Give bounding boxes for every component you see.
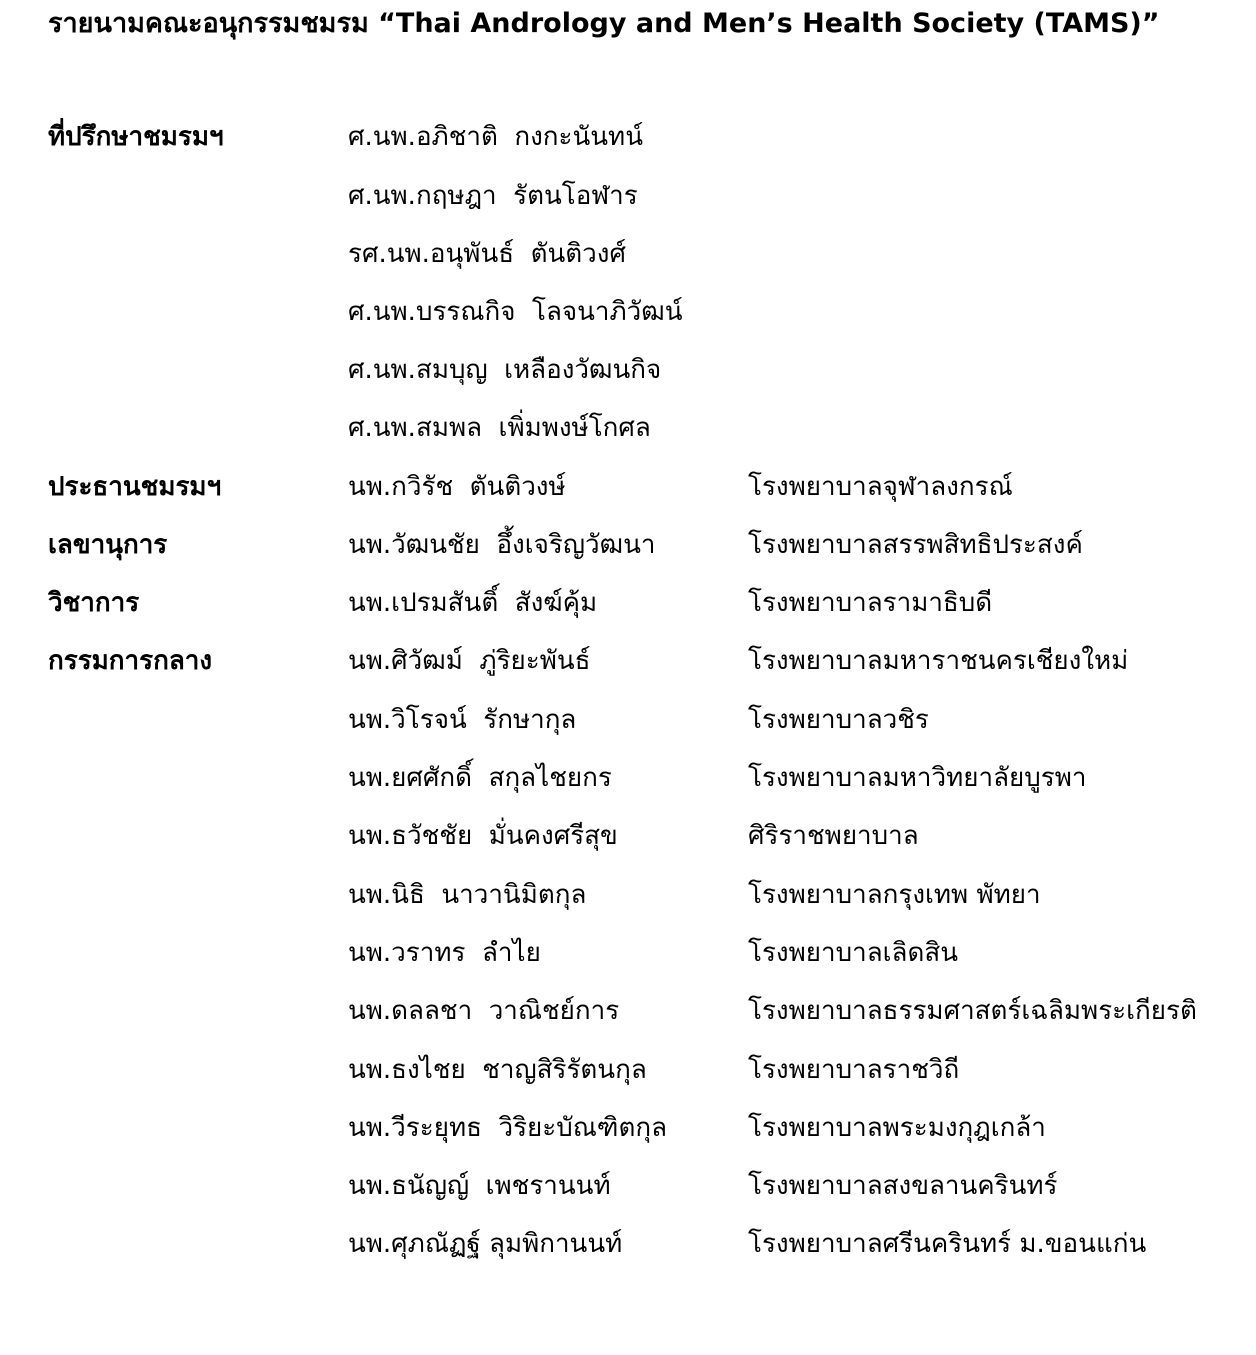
member-row	[0, 458, 1256, 516]
member-name: นพ.ยศศักดิ์ สกุลไชยกร	[348, 763, 612, 793]
member-row	[0, 516, 1256, 574]
member-name: นพ.ศิวัฒม์ ภู่ริยะพันธ์	[348, 646, 591, 676]
member-hospital: โรงพยาบาลราชวิถี	[748, 1055, 960, 1085]
member-name: นพ.วิโรจน์ รักษากุล	[348, 705, 577, 735]
member-hospital: โรงพยาบาลสงขลานครินทร์	[748, 1171, 1058, 1201]
member-name: ศ.นพ.สมพล เพิ่มพงษ์โกศล	[348, 413, 651, 443]
member-name: นพ.ธนัญญ์ เพชรานนท์	[348, 1171, 611, 1201]
member-row	[0, 866, 1256, 924]
member-row	[0, 283, 1256, 341]
section-label-president: ประธานชมรมฯ	[48, 472, 222, 502]
member-name: นพ.วีระยุทธ วิริยะบัณฑิตกุล	[348, 1113, 668, 1143]
member-name: นพ.วัฒนชัย อึ้งเจริญวัฒนา	[348, 530, 656, 560]
member-row	[0, 632, 1256, 690]
member-row	[0, 574, 1256, 632]
member-name: นพ.ดลลชา วาณิชย์การ	[348, 996, 620, 1026]
member-name: ศ.นพ.บรรณกิจ โลจนาภิวัฒน์	[348, 297, 683, 327]
member-row	[0, 807, 1256, 865]
member-row	[0, 982, 1256, 1040]
member-name: นพ.เปรมสันติ์ สังฆ์คุ้ม	[348, 588, 598, 618]
member-row	[0, 167, 1256, 225]
section-label-advisors: ที่ปรึกษาชมรมฯ	[48, 122, 224, 152]
page-title: รายนามคณะอนุกรรมชมรม “Thai Andrology and Men’s Health Society (TAMS)”	[48, 8, 1160, 39]
member-hospital: โรงพยาบาลธรรมศาสตร์เฉลิมพระเกียรติ	[748, 996, 1197, 1026]
member-hospital: โรงพยาบาลรามาธิบดี	[748, 588, 993, 618]
member-name: นพ.กวิรัช ตันติวงษ์	[348, 472, 566, 502]
member-row	[0, 399, 1256, 457]
member-row	[0, 924, 1256, 982]
member-hospital: โรงพยาบาลมหาราชนครเชียงใหม่	[748, 646, 1129, 676]
member-name: นพ.ธงไชย ชาญสิริรัตนกุล	[348, 1055, 647, 1085]
member-hospital: โรงพยาบาลวชิร	[748, 705, 929, 735]
member-name: นพ.ศุภณัฏฐ์ ลุมพิกานนท์	[348, 1229, 623, 1259]
member-hospital: โรงพยาบาลพระมงกุฎเกล้า	[748, 1113, 1046, 1143]
member-hospital: ศิริราชพยาบาล	[748, 821, 919, 851]
member-name: ศ.นพ.สมบุญ เหลืองวัฒนกิจ	[348, 355, 662, 385]
member-row	[0, 691, 1256, 749]
member-row	[0, 1099, 1256, 1157]
member-name: ศ.นพ.อภิชาติ กงกะนันทน์	[348, 122, 643, 152]
member-row	[0, 1157, 1256, 1215]
member-name: ศ.นพ.กฤษฎา รัตนโอฬาร	[348, 181, 638, 211]
member-row	[0, 1215, 1256, 1273]
member-name: รศ.นพ.อนุพันธ์ ตันติวงศ์	[348, 239, 626, 269]
member-row	[0, 108, 1256, 166]
member-hospital: โรงพยาบาลจุฬาลงกรณ์	[748, 472, 1013, 502]
member-name: นพ.วราทร ลำไย	[348, 938, 541, 968]
member-hospital: โรงพยาบาลกรุงเทพ พัทยา	[748, 880, 1041, 910]
member-hospital: โรงพยาบาลมหาวิทยาลัยบูรพา	[748, 763, 1087, 793]
section-label-secretary: เลขานุการ	[48, 530, 168, 560]
member-row	[0, 749, 1256, 807]
member-row	[0, 341, 1256, 399]
member-row	[0, 225, 1256, 283]
member-row	[0, 1041, 1256, 1099]
section-label-central-committee: กรรมการกลาง	[48, 646, 213, 676]
member-hospital: โรงพยาบาลเลิดสิน	[748, 938, 958, 968]
member-name: นพ.ธวัชชัย มั่นคงศรีสุข	[348, 821, 618, 851]
section-label-academic: วิชาการ	[48, 588, 140, 618]
member-hospital: โรงพยาบาลศรีนครินทร์ ม.ขอนแก่น	[748, 1229, 1147, 1259]
member-name: นพ.นิธิ นาวานิมิตกุล	[348, 880, 587, 910]
member-hospital: โรงพยาบาลสรรพสิทธิประสงค์	[748, 530, 1083, 560]
